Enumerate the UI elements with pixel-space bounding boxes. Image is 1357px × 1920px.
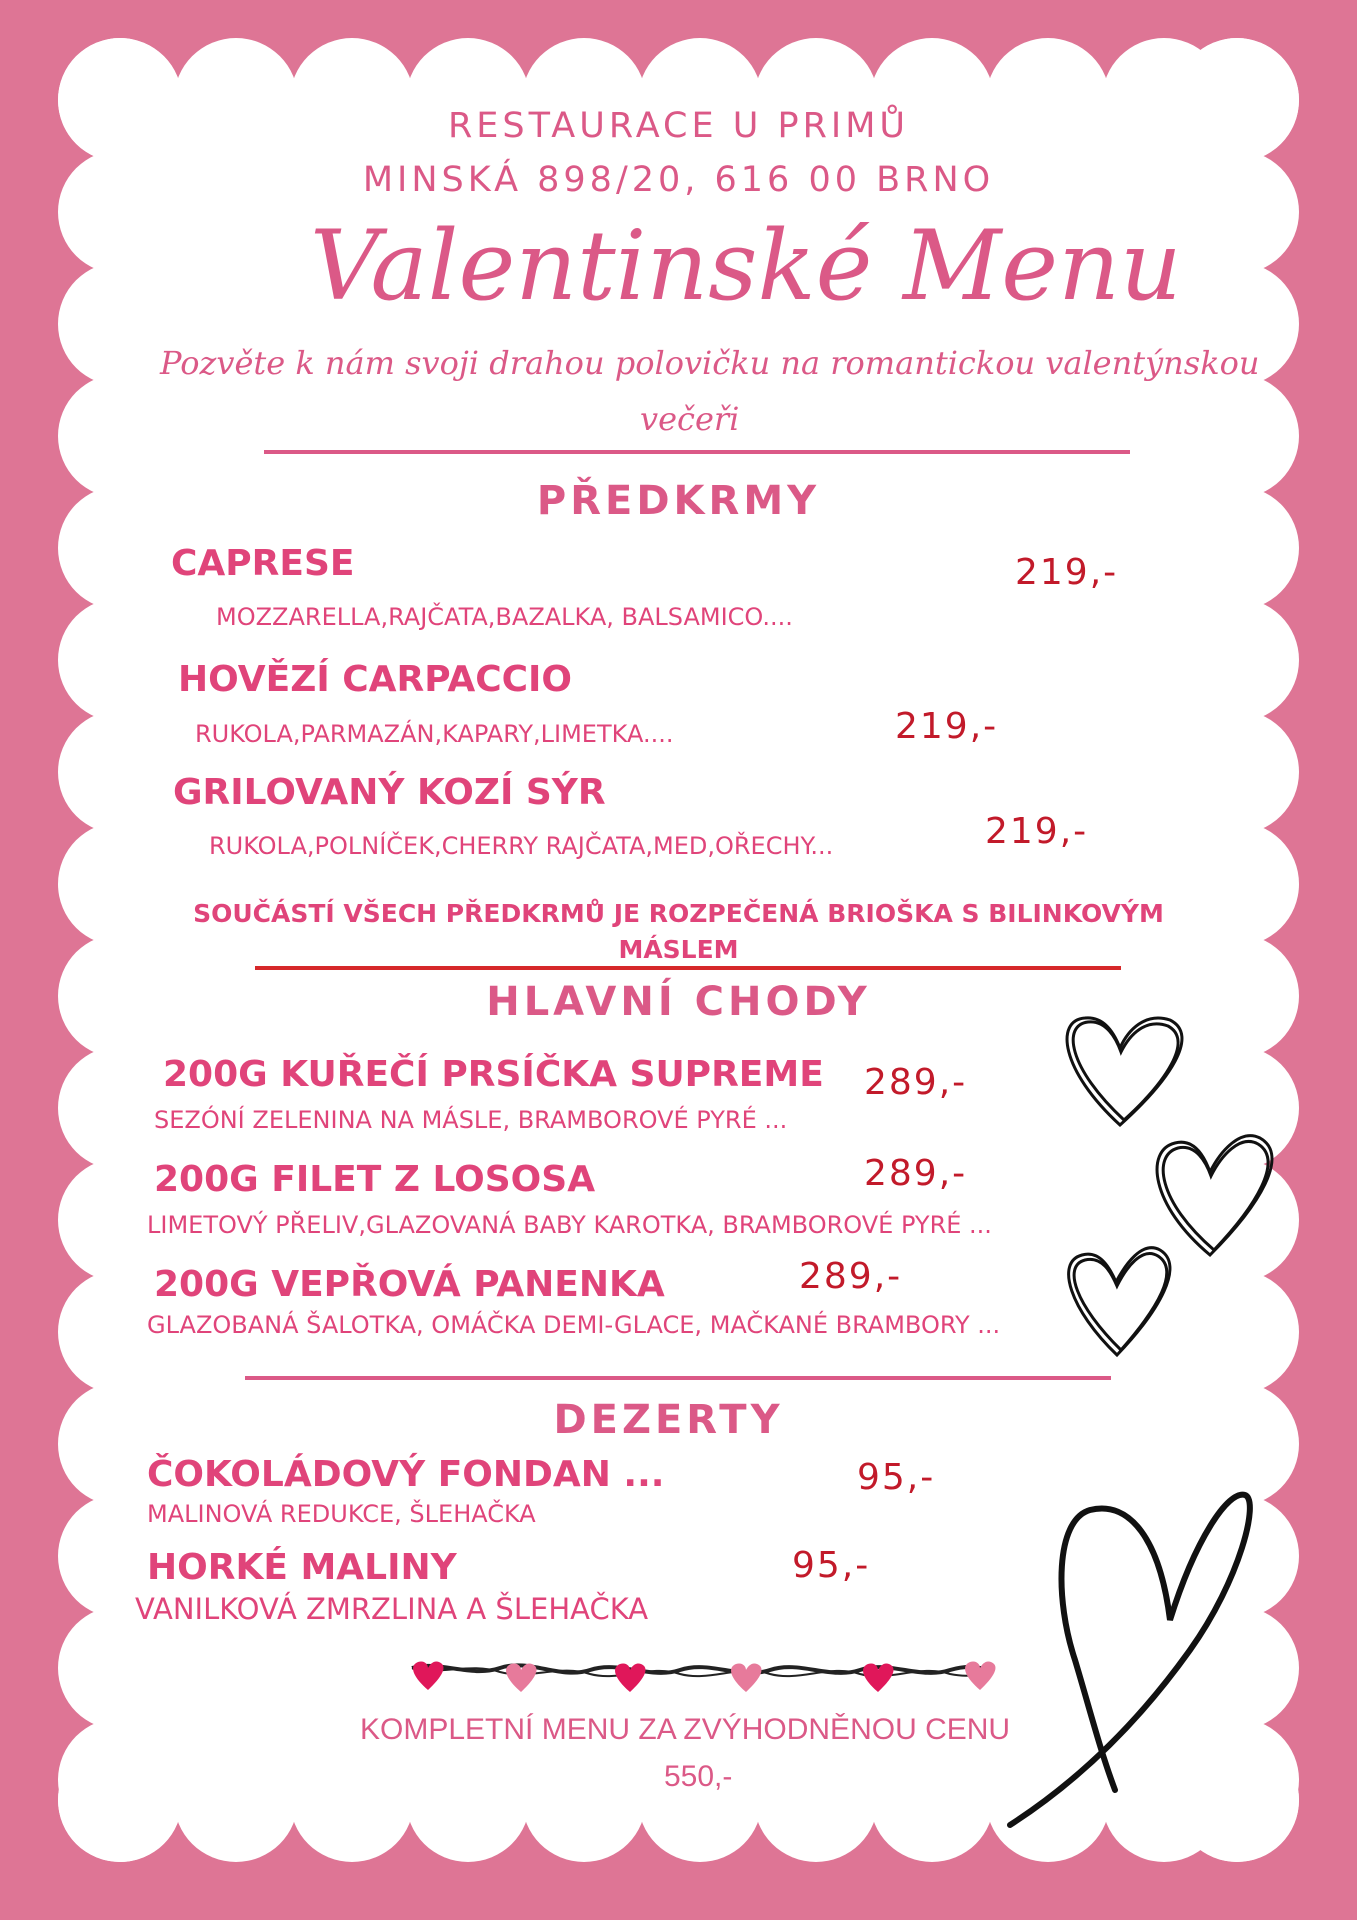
mains-heading: HLAVNÍ CHODY bbox=[486, 979, 871, 1025]
footer-offer-price: 550,- bbox=[664, 1760, 733, 1793]
dessert-desc-fondant: MALINOVÁ REDUKCE, ŠLEHAČKA bbox=[147, 1500, 536, 1528]
main-name-salmon: 200G FILET Z LOSOSA bbox=[154, 1159, 596, 1200]
main-name-pork: 200G VEPŘOVÁ PANENKA bbox=[154, 1264, 665, 1305]
main-desc-pork: GLAZOBANÁ ŠALOTKA, OMÁČKA DEMI-GLACE, MAČKANÉ BRAMBORY ... bbox=[147, 1311, 1001, 1339]
divider-starters bbox=[255, 966, 1121, 970]
subtitle-line-1: Pozvěte k nám svoji drahou polovičku na romantickou valentýnskou bbox=[160, 344, 1260, 382]
starters-heading: PŘEDKRMY bbox=[536, 478, 821, 524]
main-price-chicken: 289,- bbox=[864, 1062, 968, 1103]
dessert-price-raspberries: 95,- bbox=[792, 1545, 871, 1586]
divider-top bbox=[264, 450, 1130, 454]
starter-desc-carpaccio: RUKOLA,PARMAZÁN,KAPARY,LIMETKA.... bbox=[195, 720, 674, 748]
dessert-name-raspberries: HORKÉ MALINY bbox=[147, 1547, 457, 1588]
dessert-desc-raspberries: VANILKOVÁ ZMRZLINA A ŠLEHAČKA bbox=[135, 1592, 649, 1626]
footer-offer-text: KOMPLETNÍ MENU ZA ZVÝHODNĚNOU CENU bbox=[360, 1713, 1011, 1746]
main-desc-salmon: LIMETOVÝ PŘELIV,GLAZOVANÁ BABY KAROTKA, BRAMBOROVÉ PYRÉ ... bbox=[147, 1211, 992, 1239]
starter-desc-caprese: MOZZARELLA,RAJČATA,BAZALKA, BALSAMICO.... bbox=[216, 603, 793, 631]
starter-price-caprese: 219,- bbox=[1015, 552, 1119, 593]
restaurant-name: RESTAURACE U PRIMŮ bbox=[447, 106, 910, 146]
main-price-pork: 289,- bbox=[799, 1256, 903, 1297]
starter-price-goat-cheese: 219,- bbox=[985, 811, 1089, 852]
dessert-name-fondant: ČOKOLÁDOVÝ FONDAN ... bbox=[147, 1454, 665, 1495]
desserts-heading: DEZERTY bbox=[553, 1397, 784, 1443]
starter-desc-goat-cheese: RUKOLA,POLNÍČEK,CHERRY RAJČATA,MED,OŘECHY... bbox=[209, 832, 834, 860]
main-price-salmon: 289,- bbox=[864, 1153, 968, 1194]
starters-note-line-1: SOUČÁSTÍ VŠECH PŘEDKRMŮ JE ROZPEČENÁ BRIOŠKA S BILINKOVÝM bbox=[193, 899, 1164, 928]
menu-title: Valentinské Menu bbox=[310, 210, 1182, 322]
starter-price-carpaccio: 219,- bbox=[895, 706, 999, 747]
starter-name-caprese: CAPRESE bbox=[171, 543, 355, 584]
starter-name-carpaccio: HOVĚZÍ CARPACCIO bbox=[178, 659, 573, 700]
main-desc-chicken: SEZÓNÍ ZELENINA NA MÁSLE, BRAMBOROVÉ PYRÉ ... bbox=[154, 1106, 788, 1134]
restaurant-address: MINSKÁ 898/20, 616 00 BRNO bbox=[362, 160, 995, 200]
dessert-price-fondant: 95,- bbox=[857, 1457, 936, 1498]
subtitle-line-2: večeři bbox=[640, 400, 740, 438]
main-name-chicken: 200G KUŘEČÍ PRSÍČKA SUPREME bbox=[163, 1054, 824, 1095]
starter-name-goat-cheese: GRILOVANÝ KOZÍ SÝR bbox=[173, 772, 606, 813]
divider-mains bbox=[245, 1376, 1111, 1380]
starters-note-line-2: MÁSLEM bbox=[618, 935, 739, 964]
